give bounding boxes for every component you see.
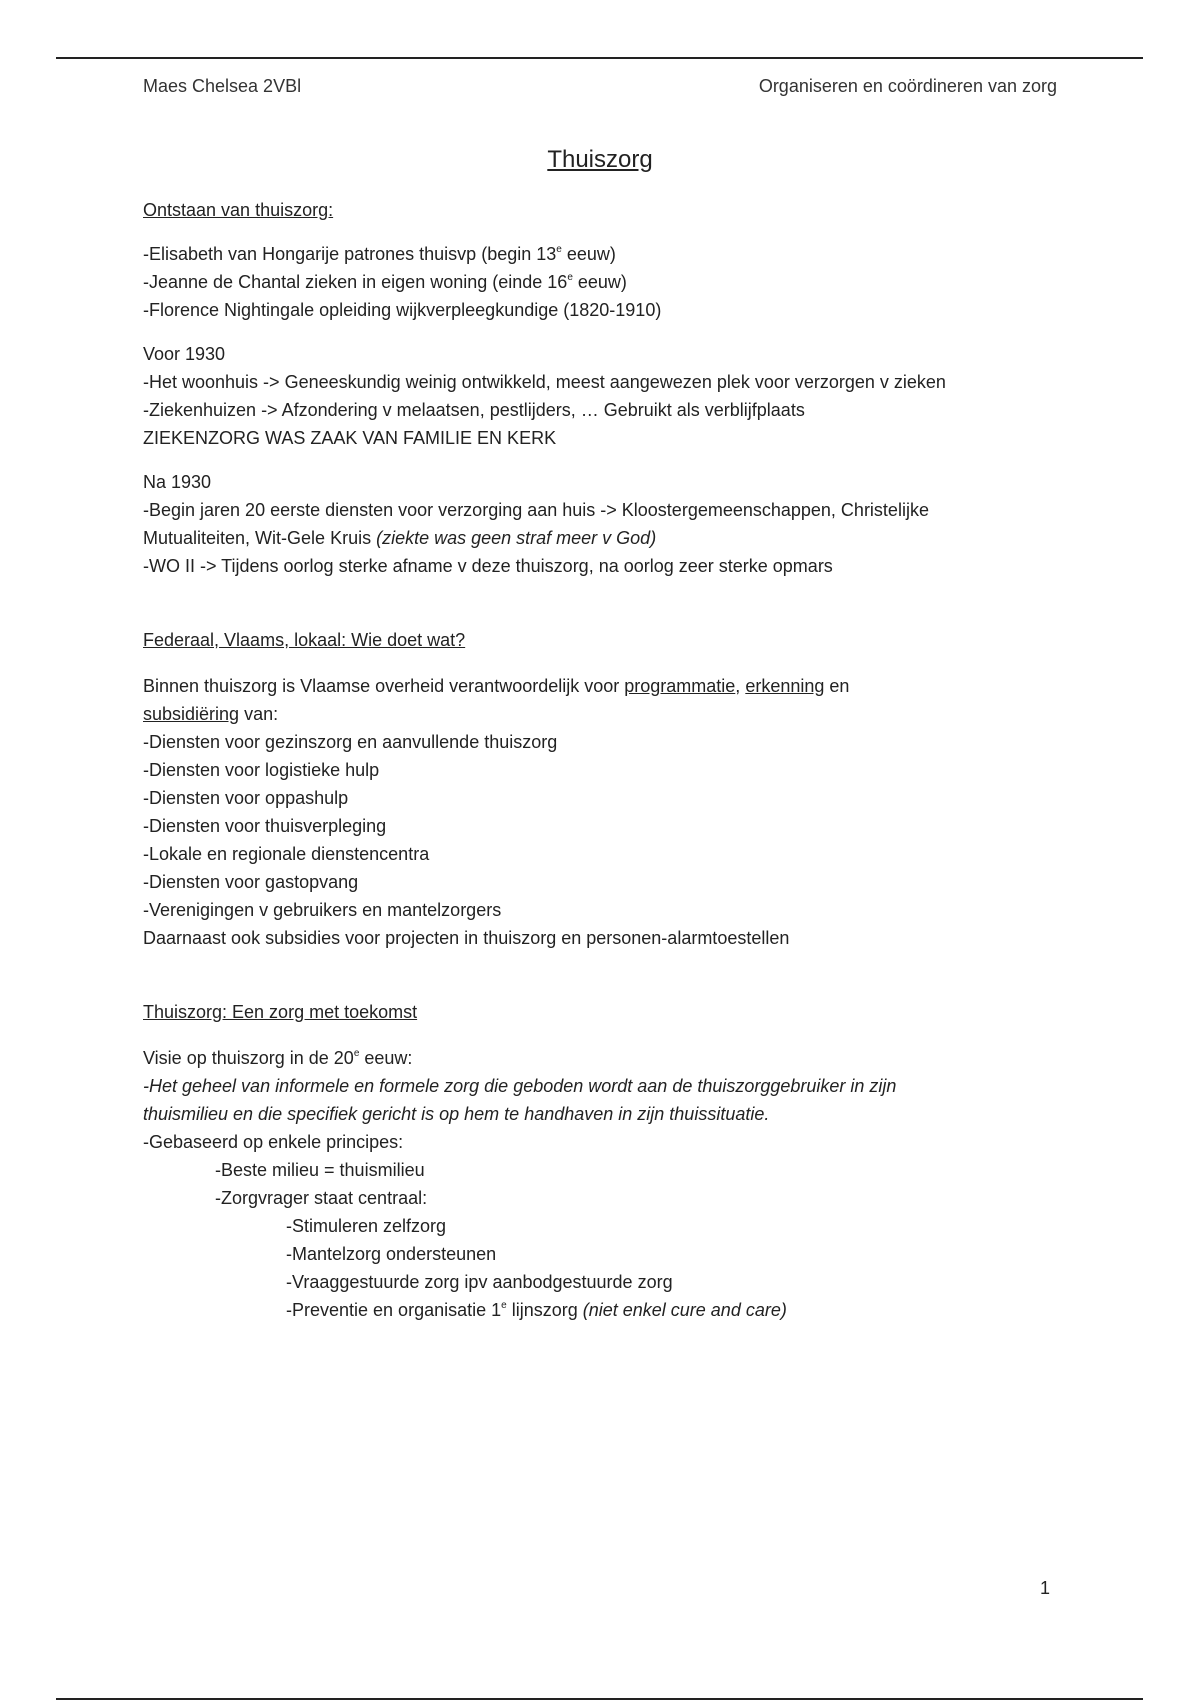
list-item: -Gebaseerd op enkele principes: (143, 1132, 404, 1152)
list-item: -Ziekenhuizen -> Afzondering v melaatsen, pestlijders, … Gebruikt als verblijfplaats (143, 400, 805, 420)
definition-line: thuismilieu en die specifiek gericht is op hem te handhaven in zijn thuissituatie. (143, 1104, 770, 1124)
list-item: -Preventie en organisatie 1e lijnszorg (niet enkel cure and care) (286, 1300, 787, 1320)
list-item: -Vraaggestuurde zorg ipv aanbodgestuurde zorg (286, 1272, 673, 1292)
period-label-na-1930: Na 1930 (143, 472, 212, 492)
list-item: Daarnaast ook subsidies voor projecten in thuiszorg en personen-alarmtoestellen (143, 928, 790, 948)
list-item: ZIEKENZORG WAS ZAAK VAN FAMILIE EN KERK (143, 428, 557, 448)
page-number: 1 (1040, 1578, 1051, 1598)
period-label-voor-1930: Voor 1930 (143, 344, 226, 364)
list-item: Mutualiteiten, Wit-Gele Kruis (ziekte was geen straf meer v God) (143, 528, 657, 548)
visie-line: Visie op thuiszorg in de 20e eeuw: (143, 1048, 413, 1068)
section-intro: Binnen thuiszorg is Vlaamse overheid verantwoordelijk voor programmatie, erkenning en (143, 676, 850, 696)
list-item: -Mantelzorg ondersteunen (286, 1244, 497, 1264)
list-item: -Diensten voor thuisverpleging (143, 816, 387, 836)
list-item: -Zorgvrager staat centraal: (215, 1188, 428, 1208)
list-item: -Het woonhuis -> Geneeskundig weinig ontwikkeld, meest aangewezen plek voor verzorgen v zieken (143, 372, 946, 392)
list-item: -Jeanne de Chantal zieken in eigen woning (einde 16e eeuw) (143, 272, 627, 292)
list-item: -Elisabeth van Hongarije patrones thuisvp (begin 13e eeuw) (143, 244, 616, 264)
section-heading-ontstaan: Ontstaan van thuiszorg: (143, 200, 334, 220)
list-item: -Verenigingen v gebruikers en mantelzorgers (143, 900, 502, 920)
section-intro-cont: subsidiëring van: (143, 704, 279, 724)
header-course: Organiseren en coördineren van zorg (758, 76, 1057, 96)
document-body (143, 196, 1083, 1324)
list-item: -Diensten voor gastopvang (143, 872, 359, 892)
list-item: -Diensten voor logistieke hulp (143, 760, 380, 780)
document-title: Thuiszorg (547, 146, 653, 173)
header-rule (56, 57, 1143, 59)
list-item: -Stimuleren zelfzorg (286, 1216, 447, 1236)
list-item: -WO II -> Tijdens oorlog sterke afname v deze thuiszorg, na oorlog zeer sterke opmars (143, 556, 833, 576)
list-item: -Lokale en regionale dienstencentra (143, 844, 430, 864)
definition-line: -Het geheel van informele en formele zorg die geboden wordt aan de thuiszorggebruiker in zijn (143, 1076, 897, 1096)
section-heading-toekomst: Thuiszorg: Een zorg met toekomst (143, 1002, 418, 1022)
list-item: -Diensten voor oppashulp (143, 788, 349, 808)
list-item: -Diensten voor gezinszorg en aanvullende thuiszorg (143, 732, 558, 752)
list-item: -Florence Nightingale opleiding wijkverpleegkundige (1820-1910) (143, 300, 662, 320)
list-item: -Beste milieu = thuismilieu (215, 1160, 425, 1180)
list-item: -Begin jaren 20 eerste diensten voor verzorging aan huis -> Kloostergemeenschappen, Christelijke (143, 500, 929, 520)
section-heading-federaal: Federaal, Vlaams, lokaal: Wie doet wat? (143, 630, 466, 650)
header-author: Maes Chelsea 2VBl (143, 76, 302, 96)
